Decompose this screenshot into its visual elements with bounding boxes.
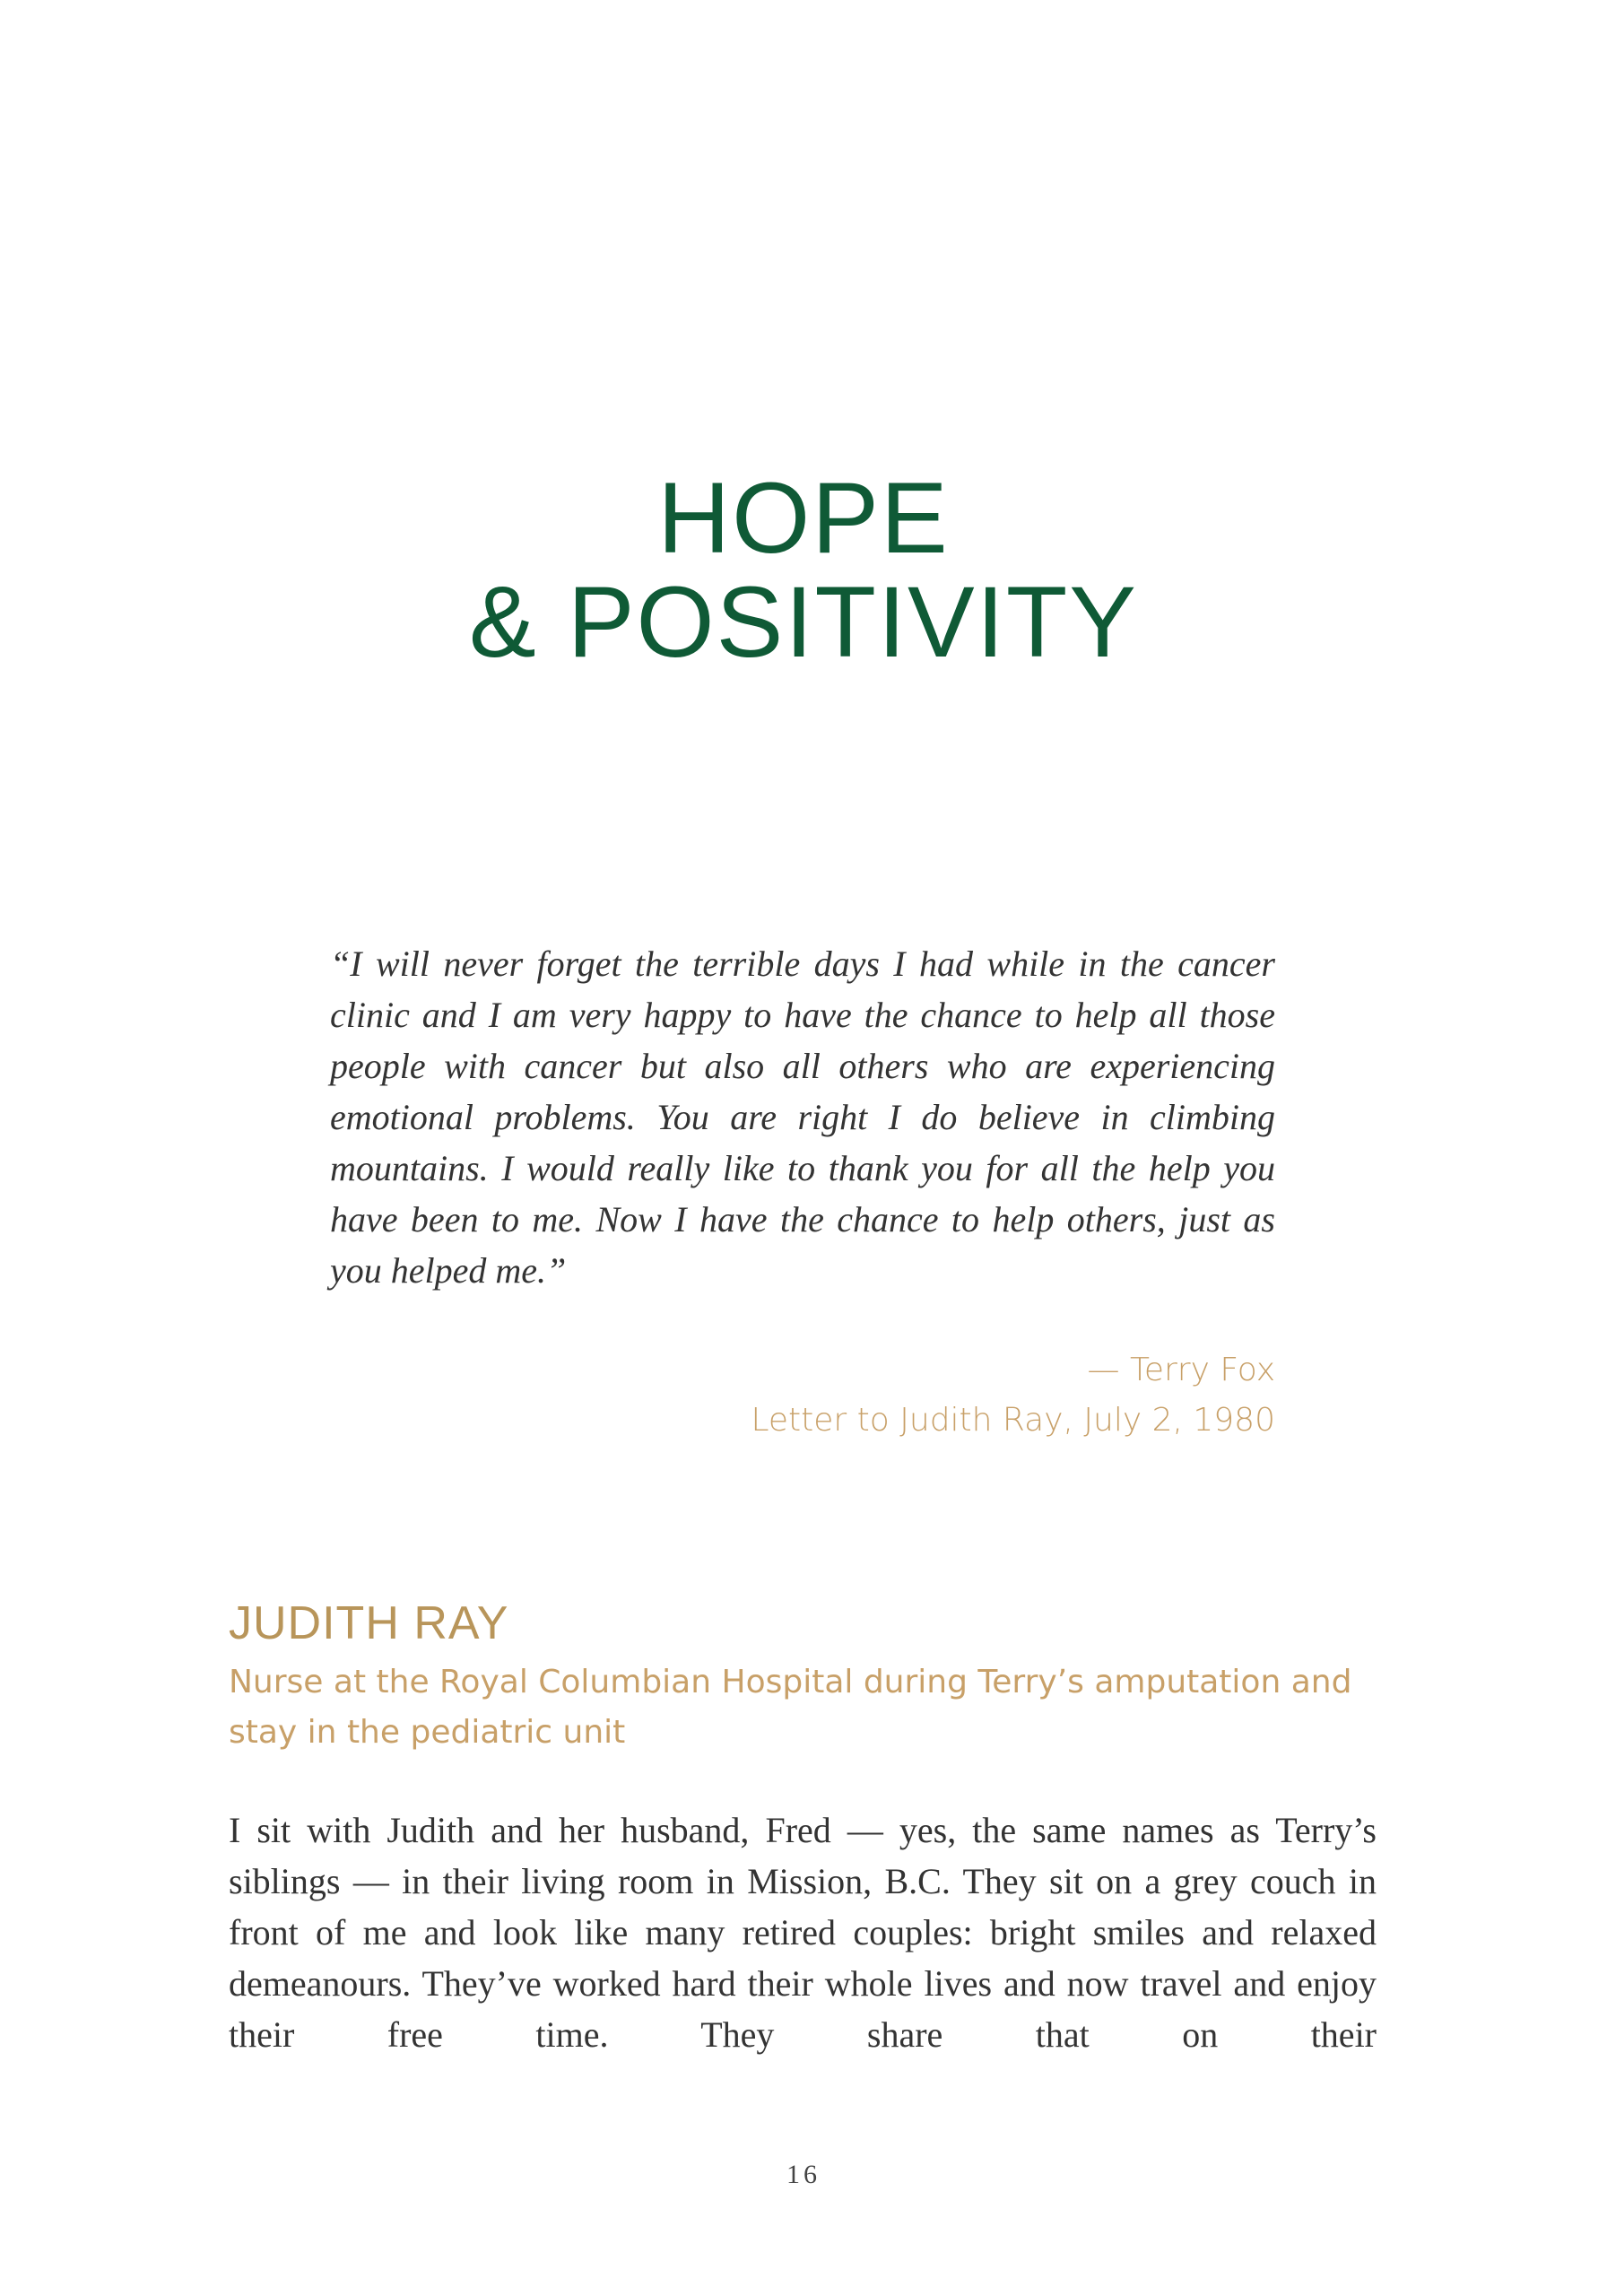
chapter-title-line-2: & POSITIVITY [469, 566, 1138, 678]
epigraph-attribution [330, 1345, 1275, 1446]
page-number: 16 [786, 2160, 821, 2189]
epigraph-author: — Terry Fox [1087, 1352, 1275, 1388]
epigraph-source: Letter to Judith Ray, July 2, 1980 [751, 1402, 1275, 1439]
section-subheading: Nurse at the Royal Columbian Hospital during Terry’s amputation and stay in the pediatric unit [229, 1664, 1352, 1751]
section-heading: JUDITH RAY [229, 1597, 509, 1649]
chapter-title [0, 462, 1607, 678]
body-paragraph: I sit with Judith and her husband, Fred — yes, the same names as Terry’s siblings — in their living room in Mission, B.C. They sit on a grey couch in front of me and look like many retired couples: bright smiles and relaxed demeanours. They’ve worked hard their whole lives and now travel and enjoy their free time. They share that on their [229, 1810, 1377, 2055]
chapter-title-line-1: HOPE [657, 462, 950, 574]
epigraph-quote: “I will never forget the terrible days I had while in the cancer clinic and I am very happy to have the chance to help all those people with cancer but also all others who are experiencing emotional problems. You are right I do believe in climbing mountains. I would really like to thank you for all the help you have been to me. Now I have the chance to help others, just as you helped me.” [330, 944, 1275, 1291]
